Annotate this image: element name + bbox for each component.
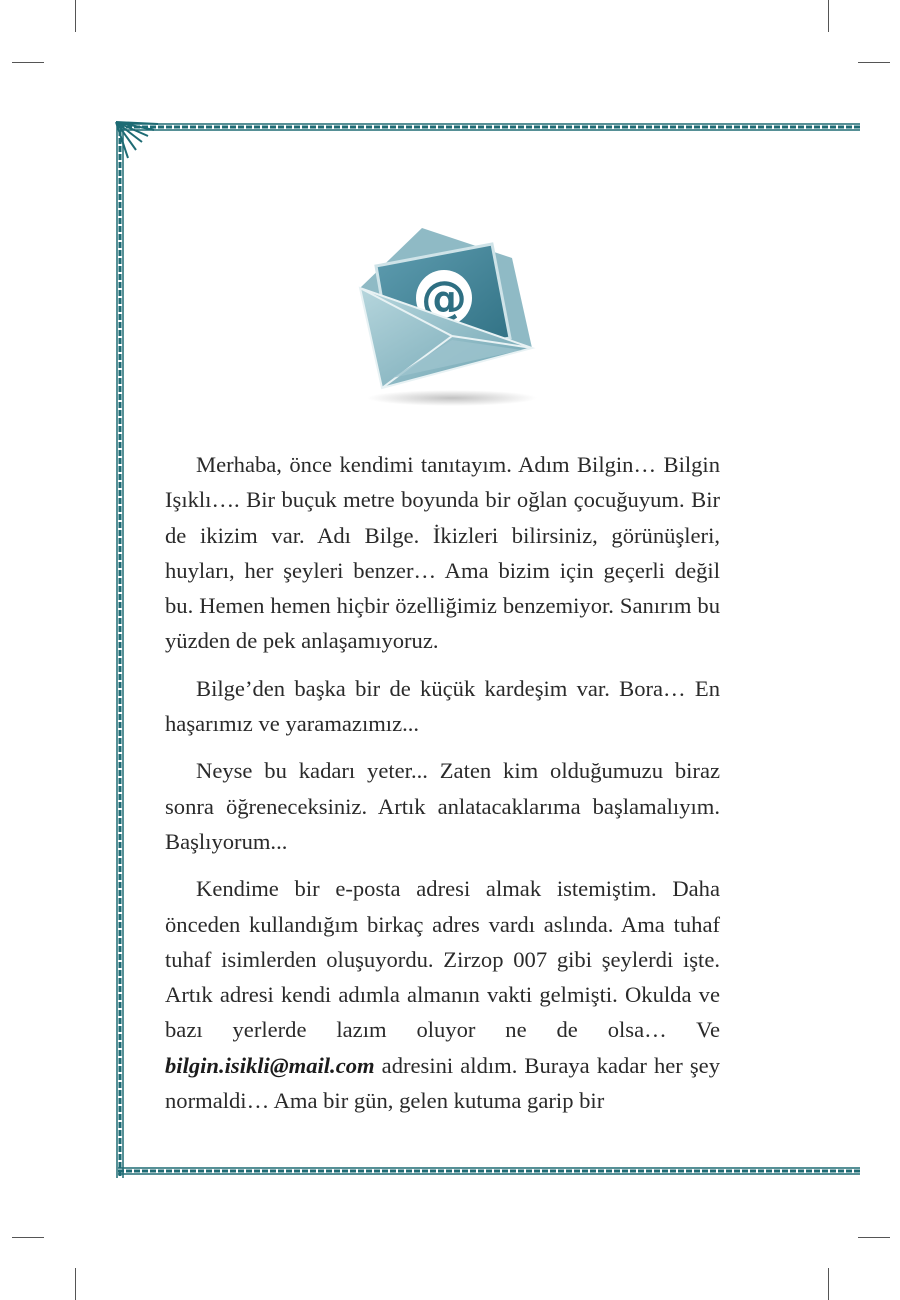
crop-mark [828, 1268, 829, 1300]
crop-mark [858, 1237, 890, 1238]
email-address: bilgin.isikli@mail.com [165, 1052, 375, 1078]
paragraph-email [165, 871, 720, 1118]
frame-corner-ornament [114, 118, 162, 162]
crop-mark [75, 1268, 76, 1300]
crop-mark [12, 1237, 44, 1238]
crop-mark [12, 62, 44, 63]
frame-bottom-border [118, 1166, 860, 1176]
paragraph-brother: Bilge’den başka bir de küçük kardeşim var. Bora… En haşarımız ve yaramazımız... [165, 675, 720, 737]
svg-text:@: @ [421, 271, 467, 325]
crop-mark [858, 62, 890, 63]
paragraph-intro: Merhaba, önce kendimi tanıtayım. Adım Bilgin… Bilgin Işıklı…. Bir buçuk metre boyunda bir oğlan çocuğuyum. Bir de ikizim var. Adı Bilge. İkizleri bilirsiniz, görünüşleri, huyları, her şeyleri benzer… Ama bizim için geçerli değil bu. Hemen hemen hiçbir özelliğimiz benzemiyor. Sanırım bu yüzden de pek anlaşamıyoruz. [165, 452, 720, 654]
email-envelope-icon [352, 218, 542, 408]
crop-mark [75, 0, 76, 32]
story-text [165, 447, 720, 1130]
frame-left-border [114, 122, 126, 1178]
paragraph-email-after: adresini aldım. Buraya kadar her şey normaldi… Ama bir gün, gelen kutuma garip bir [165, 1052, 720, 1114]
paragraph-email-before: Kendime bir e-posta adresi almak istemiştim. Daha önceden kullandığım birkaç adres vardı aslında. Ama tuhaf tuhaf isimlerden oluşuyordu. Zirzop 007 gibi şeylerdi işte. Artık adresi kendi adımla almanın vakti gelmişti. Okulda ve bazı yerlerde lazım oluyor ne de olsa… Ve [165, 876, 720, 1043]
crop-mark [828, 0, 829, 32]
paragraph-begin: Neyse bu kadarı yeter... Zaten kim olduğumuzu biraz sonra öğreneceksiniz. Artık anlatacaklarıma başlamalıyım. Başlıyorum... [165, 758, 720, 854]
frame-top-border [118, 122, 860, 132]
